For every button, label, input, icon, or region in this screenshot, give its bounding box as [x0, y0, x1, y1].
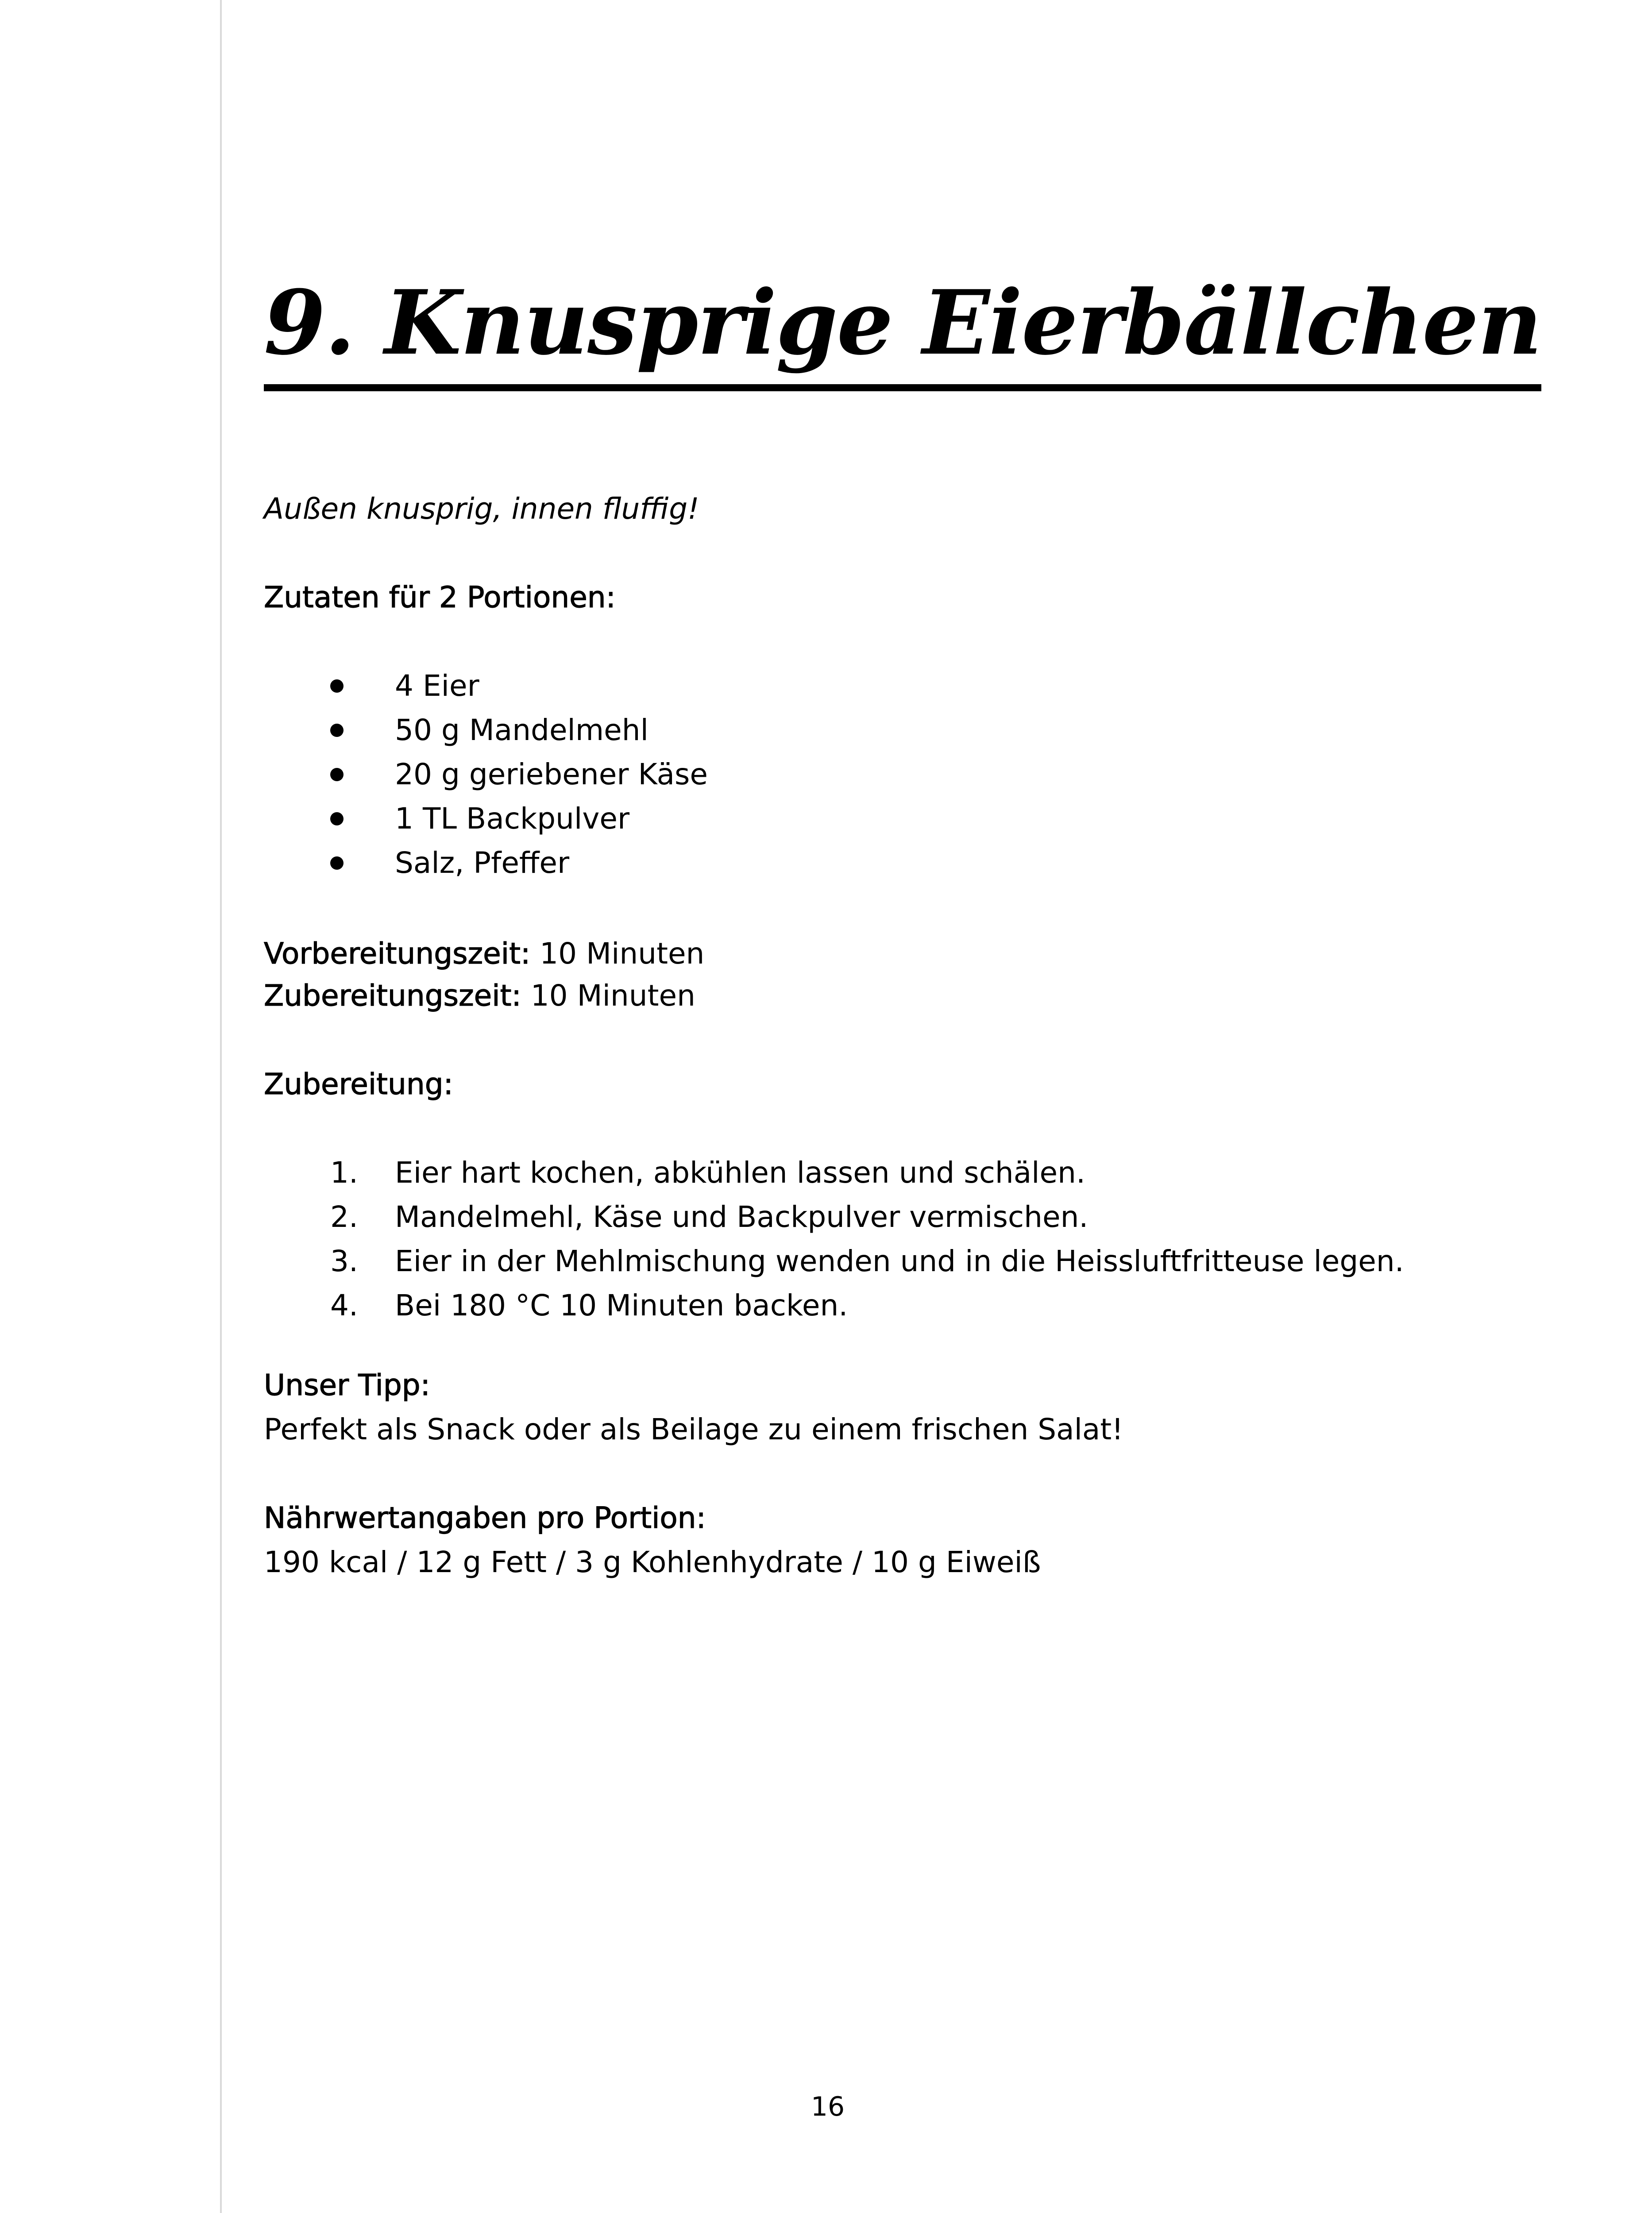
cook-time-label: Zubereitungszeit: [264, 979, 521, 1013]
step-number: 4. [330, 1288, 358, 1322]
bullet-marker [330, 664, 395, 708]
page-number: 16 [811, 2091, 845, 2122]
ingredients-heading: Zutaten für 2 Portionen: [264, 580, 616, 614]
list-item [330, 664, 708, 708]
bullet-icon [330, 724, 344, 737]
step-text: Bei 180 °C 10 Minuten backen. [395, 1288, 848, 1322]
cook-time-value: 10 Minuten [530, 979, 695, 1013]
step-text: Mandelmehl, Käse und Backpulver vermischen. [395, 1200, 1088, 1234]
preparation-heading: Zubereitung: [264, 1067, 453, 1101]
bullet-marker [330, 841, 395, 885]
list-item [330, 1151, 1404, 1195]
ingredient-text: 4 Eier [395, 669, 479, 703]
ingredient-text: 20 g geriebener Käse [395, 757, 708, 791]
bullet-marker [330, 708, 395, 752]
list-item [330, 1195, 1404, 1239]
bullet-icon [330, 679, 344, 693]
cook-time-line [264, 974, 695, 1018]
list-item [330, 797, 708, 841]
bullet-icon [330, 856, 344, 870]
step-number: 1. [330, 1156, 358, 1190]
list-item [330, 752, 708, 797]
list-item [330, 1239, 1404, 1284]
bullet-icon [330, 768, 344, 781]
recipe-tagline: Außen knusprig, innen fluffig! [264, 492, 699, 526]
step-text: Eier hart kochen, abkühlen lassen und schälen. [395, 1156, 1085, 1190]
bullet-marker [330, 797, 395, 841]
bullet-marker [330, 752, 395, 797]
tip-heading: Unser Tipp: [264, 1368, 430, 1402]
tip-text: Perfekt als Snack oder als Beilage zu einem frischen Salat! [264, 1412, 1123, 1446]
ingredients-list [330, 664, 708, 885]
step-text: Eier in der Mehlmischung wenden und in die Heissluftfritteuse legen. [395, 1244, 1404, 1278]
ingredient-text: Salz, Pfeffer [395, 846, 570, 880]
prep-time-value: 10 Minuten [540, 937, 705, 971]
preparation-steps [330, 1151, 1404, 1328]
ingredient-text: 50 g Mandelmehl [395, 713, 648, 747]
prep-time-label: Vorbereitungszeit: [264, 937, 531, 971]
list-item [330, 1284, 1404, 1328]
step-number: 2. [330, 1200, 358, 1234]
list-item [330, 841, 708, 885]
ingredient-text: 1 TL Backpulver [395, 802, 630, 836]
nutrition-text: 190 kcal / 12 g Fett / 3 g Kohlenhydrate / 10 g Eiweiß [264, 1545, 1041, 1579]
list-item [330, 708, 708, 752]
prep-time-line [264, 932, 704, 976]
nutrition-heading: Nährwertangaben pro Portion: [264, 1501, 706, 1535]
recipe-title: 9. Knusprige Eierbällchen [264, 270, 1541, 391]
step-number: 3. [330, 1244, 358, 1278]
bullet-icon [330, 812, 344, 825]
page-margin-line [220, 0, 222, 2213]
